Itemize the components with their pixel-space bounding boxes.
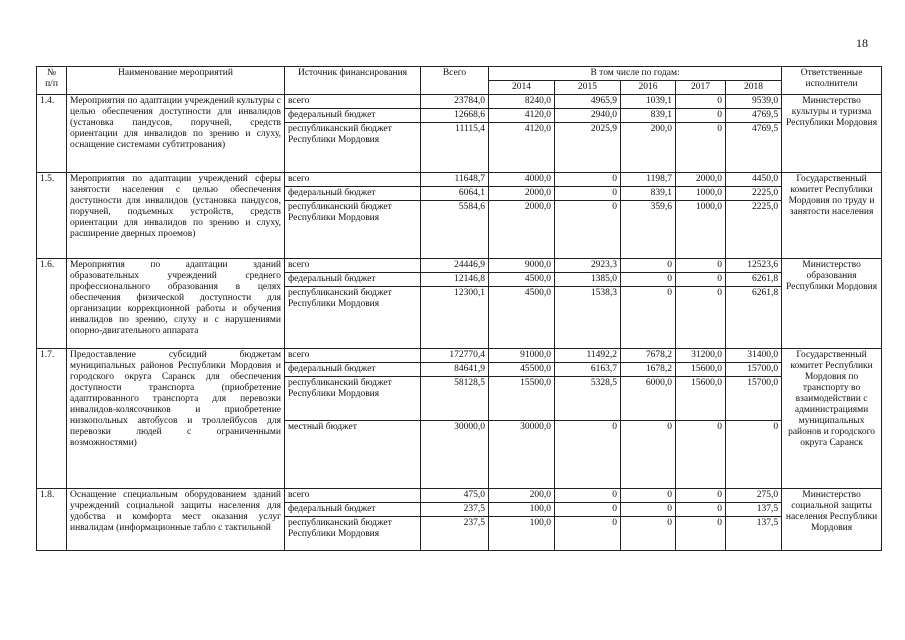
year-value: 4120,0 xyxy=(489,109,555,123)
total-value: 11115,4 xyxy=(421,123,489,173)
total-value: 12146,8 xyxy=(421,273,489,287)
year-value: 200,0 xyxy=(489,489,555,503)
year-value: 0 xyxy=(676,123,726,173)
table-row xyxy=(37,95,882,109)
year-value: 4769,5 xyxy=(726,109,782,123)
year-value: 1385,0 xyxy=(555,273,621,287)
col-num-header: № п/п xyxy=(37,67,67,95)
year-value: 0 xyxy=(621,421,676,489)
total-value: 172770,4 xyxy=(421,349,489,363)
year-value: 15600,0 xyxy=(676,377,726,421)
year-value: 12523,6 xyxy=(726,259,782,273)
year-value: 31200,0 xyxy=(676,349,726,363)
year-value: 2000,0 xyxy=(676,173,726,187)
measure-name: Оснащение специальным оборудованием зданий учреждений социальной защиты населения для удобства и комфорта мест оказания услуг инвалидам (информационные табло с тактильной xyxy=(67,489,285,551)
year-value: 839,1 xyxy=(621,109,676,123)
header-row xyxy=(37,67,882,81)
year-value: 0 xyxy=(676,109,726,123)
total-value: 6064,1 xyxy=(421,187,489,201)
year-value: 91000,0 xyxy=(489,349,555,363)
year-value: 2000,0 xyxy=(489,201,555,259)
year-value: 0 xyxy=(676,273,726,287)
year-value: 9000,0 xyxy=(489,259,555,273)
total-value: 5584,6 xyxy=(421,201,489,259)
funding-source: всего xyxy=(285,489,421,503)
col-years-group-header: В том числе по годам: xyxy=(489,67,782,81)
year-value: 0 xyxy=(621,489,676,503)
year-value: 31400,0 xyxy=(726,349,782,363)
total-value: 24446,9 xyxy=(421,259,489,273)
year-value: 45500,0 xyxy=(489,363,555,377)
year-value: 6261,8 xyxy=(726,287,782,349)
funding-source: республиканский бюджет Республики Мордовия xyxy=(285,377,421,421)
year-value: 0 xyxy=(621,287,676,349)
row-number: 1.7. xyxy=(37,349,67,489)
year-value: 0 xyxy=(676,287,726,349)
funding-source: всего xyxy=(285,95,421,109)
year-value: 1198,7 xyxy=(621,173,676,187)
year-value: 5328,5 xyxy=(555,377,621,421)
year-value: 839,1 xyxy=(621,187,676,201)
year-value: 15500,0 xyxy=(489,377,555,421)
total-value: 23784,0 xyxy=(421,95,489,109)
year-value: 0 xyxy=(621,517,676,551)
funding-source: республиканский бюджет Республики Мордовия xyxy=(285,201,421,259)
year-value: 1039,1 xyxy=(621,95,676,109)
year-value: 2923,3 xyxy=(555,259,621,273)
year-value: 0 xyxy=(555,489,621,503)
year-value: 4000,0 xyxy=(489,173,555,187)
responsible-executor: Государственный комитет Республики Мордовия по труду и занятости населения xyxy=(782,173,882,259)
year-header: 2018 xyxy=(726,81,782,95)
year-value: 100,0 xyxy=(489,503,555,517)
measure-name: Мероприятия по адаптации зданий образовательных учреждений среднего профессионального образования в целях обеспечения физической доступности для организации коррекционной работы и обучения инвалидов по зрению, слуху и с нарушениями опорно-двигательного аппарата xyxy=(67,259,285,349)
year-value: 4500,0 xyxy=(489,273,555,287)
responsible-executor: Государственный комитет Республики Мордовия по транспорту во взаимодействии с администрациями муниципальных районов и городского округа Саранск xyxy=(782,349,882,489)
year-value: 137,5 xyxy=(726,517,782,551)
year-value: 0 xyxy=(621,273,676,287)
funding-source: всего xyxy=(285,349,421,363)
total-value: 58128,5 xyxy=(421,377,489,421)
year-value: 9539,0 xyxy=(726,95,782,109)
total-value: 11648,7 xyxy=(421,173,489,187)
year-value: 2940,0 xyxy=(555,109,621,123)
col-name-header: Наименование мероприятий xyxy=(67,67,285,95)
funding-source: всего xyxy=(285,173,421,187)
year-header: 2017 xyxy=(676,81,726,95)
funding-source: республиканский бюджет Республики Мордовия xyxy=(285,123,421,173)
year-value: 4769,5 xyxy=(726,123,782,173)
year-value: 15700,0 xyxy=(726,363,782,377)
year-value: 0 xyxy=(726,421,782,489)
year-value: 6261,8 xyxy=(726,273,782,287)
year-header: 2016 xyxy=(621,81,676,95)
row-number: 1.5. xyxy=(37,173,67,259)
page-number: 18 xyxy=(856,36,868,50)
year-value: 1000,0 xyxy=(676,187,726,201)
funding-source: федеральный бюджет xyxy=(285,109,421,123)
year-value: 15600,0 xyxy=(676,363,726,377)
table-row xyxy=(37,349,882,363)
total-value: 84641,9 xyxy=(421,363,489,377)
year-value: 15700,0 xyxy=(726,377,782,421)
year-value: 137,5 xyxy=(726,503,782,517)
year-header: 2015 xyxy=(555,81,621,95)
year-value: 1538,3 xyxy=(555,287,621,349)
measure-name: Предоставление субсидий бюджетам муниципальных районов Республики Мордовия и городского округа Саранск для обеспечения доступности транспорта (приобретение адаптированного транспорта для перевозки инвалидов-колясочников и приобретение низкопольных автобусов и троллейбусов для перевозки людей с ограниченными возможностями) xyxy=(67,349,285,489)
total-value: 30000,0 xyxy=(421,421,489,489)
table-row xyxy=(37,489,882,503)
total-value: 237,5 xyxy=(421,503,489,517)
year-value: 0 xyxy=(676,503,726,517)
year-value: 0 xyxy=(676,421,726,489)
funding-source: республиканский бюджет Республики Мордовия xyxy=(285,517,421,551)
year-value: 6000,0 xyxy=(621,377,676,421)
year-value: 0 xyxy=(555,503,621,517)
year-value: 2000,0 xyxy=(489,187,555,201)
table-row xyxy=(37,259,882,273)
year-value: 7678,2 xyxy=(621,349,676,363)
year-value: 0 xyxy=(676,95,726,109)
responsible-executor: Министерство социальной защиты населения Республики Мордовия xyxy=(782,489,882,551)
total-value: 12300,1 xyxy=(421,287,489,349)
funding-source: местный бюджет xyxy=(285,421,421,489)
year-value: 0 xyxy=(676,517,726,551)
year-value: 200,0 xyxy=(621,123,676,173)
year-value: 1678,2 xyxy=(621,363,676,377)
table-row xyxy=(37,173,882,187)
col-executor-header: Ответственные исполнители xyxy=(782,67,882,95)
year-value: 2225,0 xyxy=(726,201,782,259)
year-value: 11492,2 xyxy=(555,349,621,363)
funding-source: республиканский бюджет Республики Мордовия xyxy=(285,287,421,349)
year-value: 0 xyxy=(555,517,621,551)
funding-source: всего xyxy=(285,259,421,273)
year-value: 0 xyxy=(555,173,621,187)
year-value: 275,0 xyxy=(726,489,782,503)
measure-name: Мероприятия по адаптации учреждений сферы занятости населения с целью обеспечения доступности для инвалидов (установка пандусов, поручней, подъемных устройств, средств ориентации для инвалидов по зрению и слуху, расширение дверных проемов) xyxy=(67,173,285,259)
row-number: 1.4. xyxy=(37,95,67,173)
row-number: 1.6. xyxy=(37,259,67,349)
year-value: 100,0 xyxy=(489,517,555,551)
year-value: 30000,0 xyxy=(489,421,555,489)
year-header: 2014 xyxy=(489,81,555,95)
table-body xyxy=(37,95,882,551)
year-value: 359,6 xyxy=(621,201,676,259)
funding-source: федеральный бюджет xyxy=(285,273,421,287)
year-value: 4120,0 xyxy=(489,123,555,173)
total-value: 12668,6 xyxy=(421,109,489,123)
funding-source: федеральный бюджет xyxy=(285,503,421,517)
year-value: 0 xyxy=(555,187,621,201)
financing-table xyxy=(36,66,882,551)
year-value: 0 xyxy=(621,259,676,273)
total-value: 475,0 xyxy=(421,489,489,503)
year-value: 4965,9 xyxy=(555,95,621,109)
col-total-header: Всего xyxy=(421,67,489,95)
year-value: 2225,0 xyxy=(726,187,782,201)
responsible-executor: Министерство культуры и туризма Республики Мордовия xyxy=(782,95,882,173)
row-number: 1.8. xyxy=(37,489,67,551)
year-value: 4450,0 xyxy=(726,173,782,187)
responsible-executor: Министерство образования Республики Мордовия xyxy=(782,259,882,349)
col-source-header: Источник финансирования xyxy=(285,67,421,95)
year-value: 0 xyxy=(676,259,726,273)
year-value: 0 xyxy=(621,503,676,517)
funding-source: федеральный бюджет xyxy=(285,363,421,377)
total-value: 237,5 xyxy=(421,517,489,551)
year-value: 0 xyxy=(676,489,726,503)
year-value: 8240,0 xyxy=(489,95,555,109)
year-value: 1000,0 xyxy=(676,201,726,259)
funding-source: федеральный бюджет xyxy=(285,187,421,201)
year-value: 0 xyxy=(555,421,621,489)
year-value: 4500,0 xyxy=(489,287,555,349)
year-value: 0 xyxy=(555,201,621,259)
year-value: 6163,7 xyxy=(555,363,621,377)
year-value: 2025,9 xyxy=(555,123,621,173)
measure-name: Мероприятия по адаптации учреждений культуры с целью обеспечения доступности для инвалидов (установка пандусов, поручней, средств ориентации для инвалидов по зрению и слуху, оснащение системами субтитрования) xyxy=(67,95,285,173)
